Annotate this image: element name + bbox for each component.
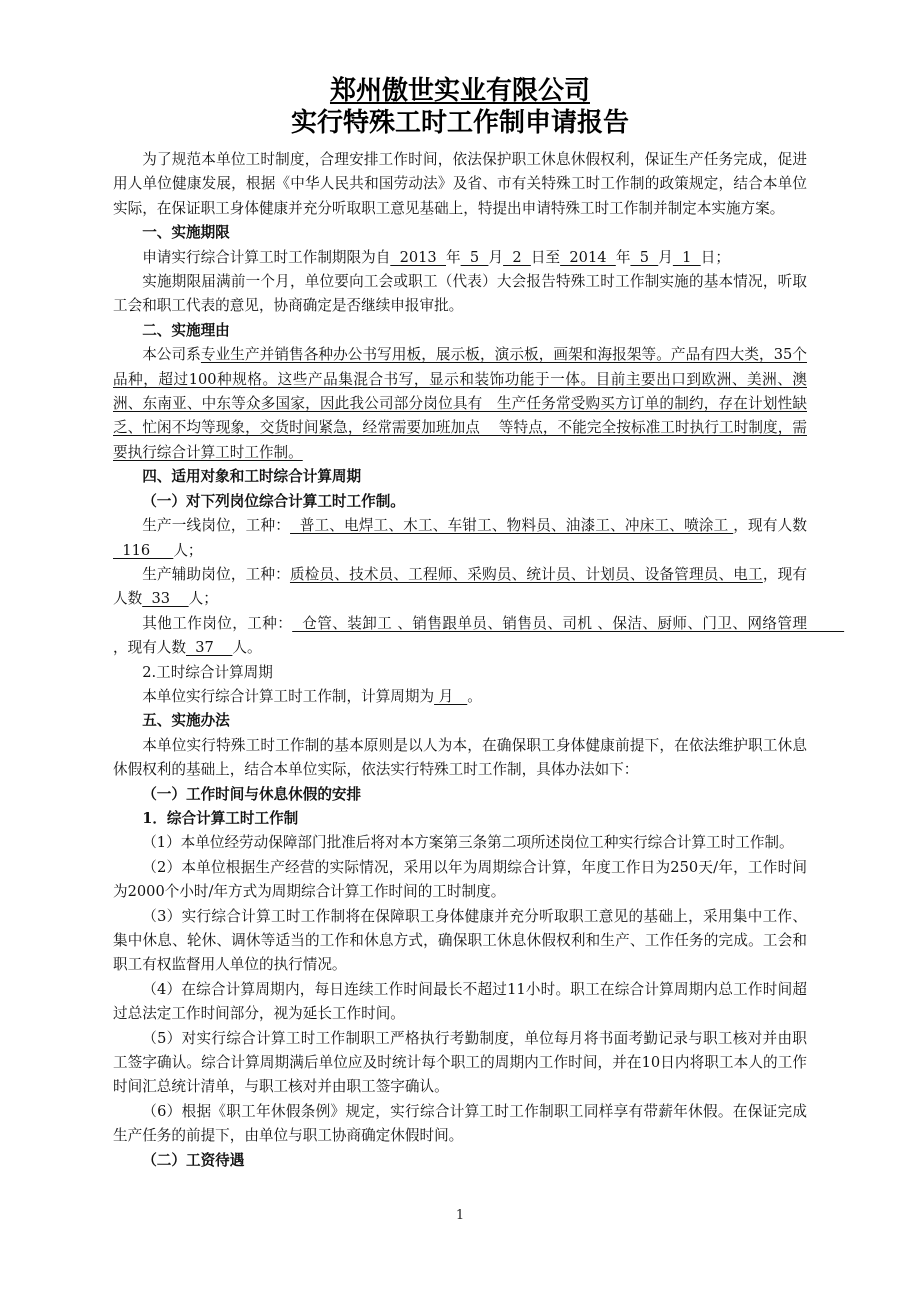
company-title: 郑州傲世实业有限公司	[329, 76, 590, 106]
intro-paragraph: 为了规范本单位工时制度，合理安排工作时间，依法保护职工休息休假权利，保证生产任务完成，促进用人单位健康发展，根据《中华人民共和国劳动法》及省、市有关特殊工时工作制的政策规定，结合本单位实际，在保证职工身体健康并充分听取职工意见基础上，特提出申请特殊工时工作制并制定本实施方案。	[113, 151, 807, 217]
prod-line-headcount: 116	[113, 541, 174, 559]
period-line	[113, 246, 807, 270]
prod-line-job-list: 普工、电焊工、木工、车钳工、物料员、油漆工、冲床工、喷涂工	[290, 517, 734, 535]
headcount-label: ，现有人数	[113, 565, 807, 608]
reason-paragraph	[113, 343, 807, 465]
section-5-sub1: （一）工作时间与休息休假的安排	[142, 785, 362, 803]
section-2-heading: 二、实施理由	[142, 321, 230, 339]
production-line-jobs	[113, 514, 807, 563]
list-item: （5）对实行综合计算工时工作制职工严格执行考勤制度，单位每月将书面考勤记录与职工核对并由职工签字确认。综合计算周期满后单位应及时统计每个职工的周期内工作时间，并在10日内将职工本人的工作时间汇总统计清单，与职工核对并由职工签字确认。	[113, 1029, 807, 1096]
renew-paragraph: 实施期限届满前一个月，单位要向工会或职工（代表）大会报告特殊工时工作制实施的基本情况，听取工会和职工代表的意见，协商确定是否继续申报审批。	[113, 273, 807, 315]
cycle-suffix: 。	[467, 687, 482, 705]
section-4-sub1: （一）对下列岗位综合计算工时工作制。	[142, 492, 405, 510]
section-4-heading: 四、适用对象和工时综合计算周期	[142, 468, 362, 486]
label-day: 日；	[700, 248, 730, 266]
period-prefix: 申请实行综合计算工时工作制期限为自	[142, 248, 391, 266]
label-year: 年	[615, 248, 631, 266]
label-year: 年	[446, 248, 461, 266]
headcount-unit: 人。	[232, 639, 262, 657]
document-body	[113, 148, 845, 1173]
page-number: 1	[455, 1208, 465, 1223]
label-month: 月	[488, 248, 504, 266]
other-label: 其他工作岗位，工种：	[142, 614, 293, 632]
headcount-unit: 人；	[188, 590, 218, 608]
end-day: 1	[672, 248, 701, 266]
document-title: 实行特殊工时工作制申请报告	[290, 108, 629, 138]
section-5-sub2: （二）工资待遇	[142, 1151, 245, 1169]
list-item: （1）本单位经劳动保障部门批准后将对本方案第三条第二项所述岗位工种实行综合计算工时工作制。	[142, 834, 794, 852]
section-5-intro: 本单位实行特殊工时工作制的基本原则是以人为本，在确保职工身体健康前提下，在依法维护职工休息休假权利的基础上，结合本单位实际，依法实行特殊工时工作制，具体办法如下：	[113, 736, 807, 779]
headcount-label: ，现有人数	[733, 517, 807, 535]
list-item: （3）实行综合计算工时工作制将在保障职工身体健康并充分听取职工意见的基础上，采用集中工作、集中休息、轮休、调休等适当的工作和休息方式，确保职工休息休假权利和生产、工作任务的完成。工会和职工有权监督用人单位的执行情况。	[113, 907, 807, 974]
start-year: 2013	[390, 248, 446, 266]
list-item: （2）本单位根据生产经营的实际情况，采用以年为周期综合计算，年度工作日为250天/年，工作时间为2000个小时/年方式为周期综合计算工作时间的工时制度。	[113, 858, 807, 901]
start-month: 5	[460, 248, 489, 266]
section-5-heading: 五、实施办法	[142, 712, 230, 730]
start-day: 2	[503, 248, 531, 266]
other-jobs	[113, 612, 845, 661]
section-5-sub1-1: 1．综合计算工时工作制	[142, 809, 299, 827]
cycle-line	[113, 685, 807, 709]
headcount-label: ，现有人数	[113, 639, 186, 657]
list-item: （4）在综合计算周期内，每日连续工作时间最长不超过11小时。职工在综合计算周期内总工作时间超过总法定工作时间部分，视为延长工作时间。	[113, 980, 807, 1023]
end-month: 5	[630, 248, 659, 266]
prod-line-label: 生产一线岗位，工种：	[142, 517, 291, 535]
end-year: 2014	[560, 248, 616, 266]
production-aux-jobs	[113, 563, 807, 612]
reason-prefix: 本公司系	[142, 346, 201, 364]
label-day-to: 日至	[530, 248, 561, 266]
cycle-heading: 2.工时综合计算周期	[142, 663, 273, 681]
other-headcount: 37	[185, 639, 233, 657]
reason-text: 专业生产并销售各种办公书写用板，展示板，演示板，画架和海报架等。产品有四大类，35个品种，超过100种规格。这些产品集混合书写，显示和装饰功能于一体。目前主要出口到欧洲、美洲、澳洲、东南亚、中东等众多国家，因此我公司部分岗位具有 生产任务常受购买方订单的制约，存在计划性缺乏、忙闲不均等现象，交货时间紧急，经常需要加班加点 等特点，不能完全按标准工时执行工时制度，需要执行综合计算工时工作制。	[113, 346, 807, 461]
list-item: （6）根据《职工年休假条例》规定，实行综合计算工时工作制职工同样享有带薪年休假。在保证完成生产任务的前提下，由单位与职工协商确定休假时间。	[113, 1102, 807, 1145]
prod-aux-headcount: 33	[142, 590, 189, 608]
cycle-prefix: 本单位实行综合计算工时工作制，计算周期为	[142, 687, 435, 705]
prod-aux-job-list: 质检员、技术员、工程师、采购员、统计员、计划员、设备管理员、电工	[289, 565, 763, 583]
section-1-heading: 一、实施期限	[142, 224, 230, 242]
headcount-unit: 人；	[173, 541, 203, 559]
other-job-list: 仓管、装卸工 、销售跟单员、销售员、司机 、保洁、厨师、门卫、网络管理	[292, 614, 845, 632]
label-month: 月	[658, 248, 673, 266]
cycle-value: 月	[434, 687, 468, 705]
prod-aux-label: 生产辅助岗位，工种：	[142, 565, 290, 583]
